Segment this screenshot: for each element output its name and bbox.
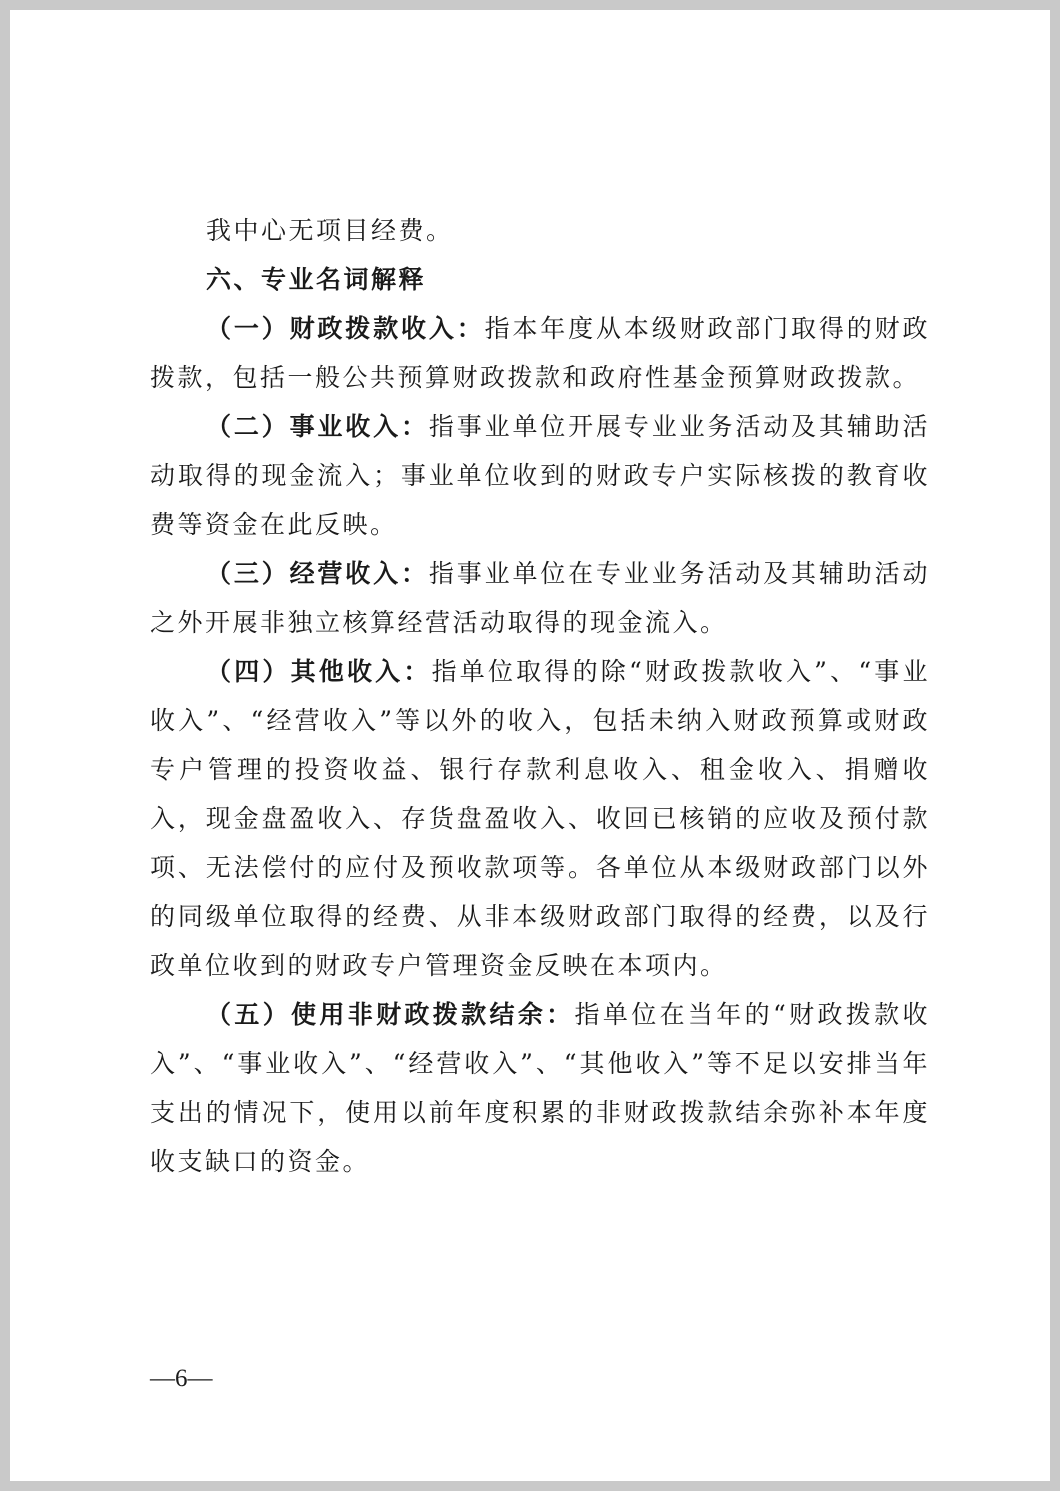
term-label: （二）事业收入： [206,412,429,441]
term-body: 指事业单位开展专业业务活动及其辅助活动取得的现金流入；事业单位收到的财政专户实际核拨的教育收费等资金在此反映。 [150,412,930,539]
term-body: 指单位取得的除“财政拨款收入”、“事业收入”、“经营收入”等以外的收入，包括未纳入财政预算或财政专户管理的投资收益、银行存款利息收入、租金收入、捐赠收入，现金盘盈收入、存货盘盈收入、收回已核销的应收及预付款项、无法偿付的应付及预收款项等。各单位从本级财政部门以外的同级单位取得的经费、从非本级财政部门取得的经费，以及行政单位收到的财政专户管理资金反映在本项内。 [150,657,930,980]
term-label: （三）经营收入： [206,559,429,588]
term-paragraph [150,647,930,990]
intro-paragraph: 我中心无项目经费。 [206,216,454,245]
term-paragraph [150,304,930,402]
term-paragraph [150,990,930,1186]
term-label: （一）财政拨款收入： [206,314,485,343]
term-body: 指事业单位在专业业务活动及其辅助活动之外开展非独立核算经营活动取得的现金流入。 [150,559,930,637]
term-paragraph [150,549,930,647]
term-paragraph [150,402,930,549]
document-page [10,10,1050,1481]
term-label: （五）使用非财政拨款结余： [206,1000,575,1029]
page-number: —6— [150,1365,213,1392]
page-body [150,206,930,1186]
term-body: 指单位在当年的“财政拨款收入”、“事业收入”、“经营收入”、“其他收入”等不足以安排当年支出的情况下，使用以前年度积累的非财政拨款结余弥补本年度收支缺口的资金。 [150,1000,930,1176]
term-label: （四）其他收入： [206,657,432,686]
section-heading: 六、专业名词解释 [206,265,427,294]
term-body: 指本年度从本级财政部门取得的财政拨款，包括一般公共预算财政拨款和政府性基金预算财政拨款。 [150,314,930,392]
